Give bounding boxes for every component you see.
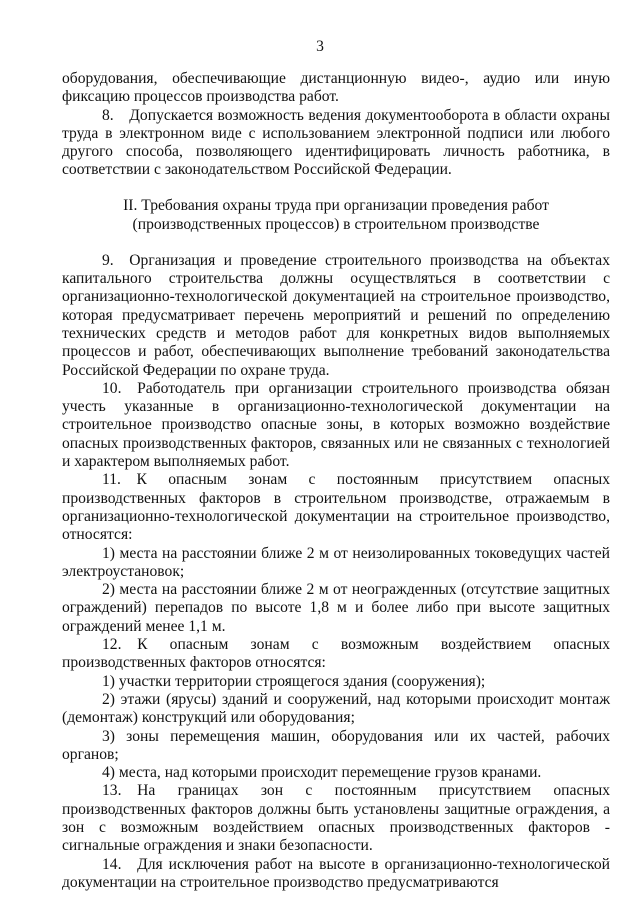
- paragraph: 11. К опасным зонам с постоянным присутствием опасных производственных факторов в строительном производстве, отражаемым в организационно-технологической документации на строительное производство, относятся:: [62, 471, 610, 544]
- paragraph: 14. Для исключения работ на высоте в организационно-технологической документации на строительное производство предусматриваются: [62, 855, 610, 891]
- paragraph: 2) этажи (ярусы) зданий и сооружений, над которыми происходит монтаж (демонтаж) конструкций или оборудования;: [62, 690, 610, 727]
- section-heading-line: II. Требования охраны труда при организации проведения работ: [123, 196, 549, 214]
- paragraph: 3) зоны перемещения машин, оборудования или их частей, рабочих органов;: [62, 727, 610, 763]
- paragraph: 2) места на расстоянии ближе 2 м от неогражденных (отсутствие защитных ограждений) перепадов по высоте 1,8 м и более либо при высоте защитных ограждений менее 1,1 м.: [62, 581, 610, 635]
- paragraph: 8. Допускается возможность ведения документооборота в области охраны труда в электронном виде с использованием электронной подписи или любого другого способа, позволяющего идентифицировать личность работника, в соответствии с законодательством Российской Федерации.: [62, 106, 610, 179]
- paragraph: 1) места на расстоянии ближе 2 м от неизолированных токоведущих частей электроустановок;: [62, 544, 610, 580]
- document-body: [62, 70, 610, 892]
- page-number: 3: [316, 38, 324, 55]
- paragraph: 9. Организация и проведение строительного производства на объектах капитального строительства должны осуществляться в соответствии с организационно-технологической документацией на строительное производство, которая предусматривает перечень мероприятий и решений по определению технических средств и методов работ для конкретных видов выполняемых процессов и работ, обеспечивающих выполнение требований законодательства Российской Федерации по охране труда.: [62, 251, 610, 379]
- paragraph: оборудования, обеспечивающие дистанционную видео-, аудио или иную фиксацию процессов производства работ.: [62, 70, 610, 106]
- paragraph: 4) места, над которыми происходит перемещение грузов кранами.: [102, 764, 542, 782]
- section-heading-line: (производственных процессов) в строительном производстве: [132, 215, 540, 233]
- section-heading: [62, 196, 610, 234]
- paragraph: 12. К опасным зонам с возможным воздействием опасных производственных факторов относятся:: [62, 636, 610, 672]
- paragraph: 13. На границах зон с постоянным присутствием опасных производственных факторов должны быть установлены защитные ограждения, а зон с возможным воздействием опасных производственных факторов - сигнальные ограждения и знаки безопасности.: [62, 782, 610, 855]
- paragraph: 10. Работодатель при организации строительного производства обязан учесть указанные в организационно-технологической документации на строительное производство опасные зоны, в которых возможно воздействие опасных производственных факторов, связанных или не связанных с технологией и характером выполняемых работ.: [62, 379, 610, 471]
- paragraph: 1) участки территории строящегося здания (сооружения);: [102, 672, 486, 690]
